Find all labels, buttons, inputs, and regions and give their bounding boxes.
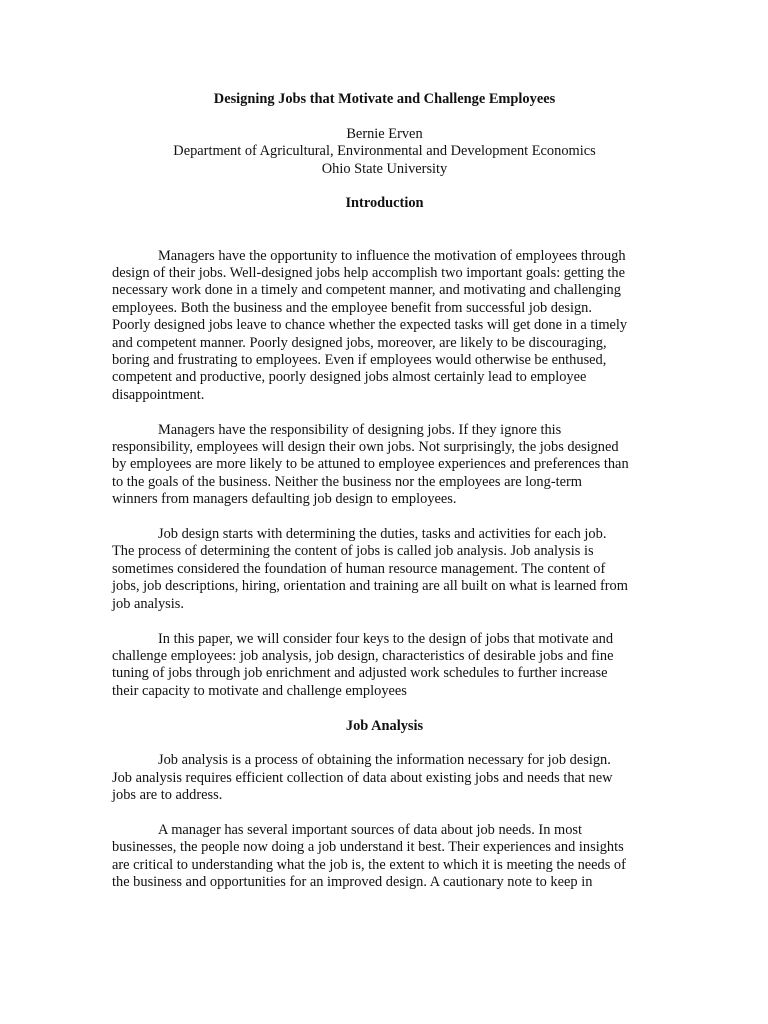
paragraph-line: challenge employees: job analysis, job design, characteristics of desirable jobs and fine: [112, 647, 614, 664]
paragraph-line: design of their jobs. Well-designed jobs help accomplish two important goals: getting the: [112, 265, 625, 282]
paragraph-line: winners from managers defaulting job design to employees.: [112, 491, 457, 508]
heading-introduction: Introduction: [345, 195, 424, 212]
document-title: Designing Jobs that Motivate and Challenge Employees: [213, 91, 556, 107]
intro-paragraph-4: [112, 631, 657, 701]
paragraph-line: In this paper, we will consider four keys to the design of jobs that motivate and: [158, 630, 614, 647]
author-block: [112, 126, 657, 178]
paragraph-line: Job analysis requires efficient collection of data about existing jobs and needs that new: [112, 769, 613, 786]
heading-job-analysis: Job Analysis: [345, 717, 424, 734]
paragraph-line: job analysis.: [112, 595, 184, 612]
job-analysis-paragraph-1: [112, 752, 657, 804]
paragraph-line: Managers have the opportunity to influence the motivation of employees through: [158, 247, 626, 264]
paragraph-line: businesses, the people now doing a job understand it best. Their experiences and insights: [112, 839, 624, 856]
paragraph-line: Job design starts with determining the duties, tasks and activities for each job.: [158, 526, 607, 543]
intro-paragraph-3: [112, 526, 657, 613]
paragraph-line: are critical to understanding what the job is, the extent to which it is meeting the needs of: [112, 856, 626, 873]
paragraph-line: jobs, job descriptions, hiring, orientation and training are all built on what is learned from: [112, 578, 628, 595]
intro-paragraph-1: [112, 248, 657, 405]
paragraph-line: necessary work done in a timely and competent manner, and motivating and challenging: [112, 282, 621, 299]
paragraph-line: jobs are to address.: [112, 787, 223, 804]
paragraph-line: Job analysis is a process of obtaining the information necessary for job design.: [158, 752, 611, 769]
paragraph-line: A manager has several important sources of data about job needs. In most: [158, 821, 583, 838]
paragraph-line: by employees are more likely to be attuned to employee experiences and preferences than: [112, 456, 629, 473]
paragraph-line: tuning of jobs through job enrichment and adjusted work schedules to further increase: [112, 665, 608, 682]
paragraph-line: employees. Both the business and the employee benefit from successful job design.: [112, 299, 592, 316]
document-page: [112, 91, 657, 909]
paragraph-line: competent and productive, poorly designed jobs almost certainly lead to employee: [112, 369, 587, 386]
paragraph-line: boring and frustrating to employees. Even if employees would otherwise be enthused,: [112, 352, 607, 369]
paragraph-line: and competent manner. Poorly designed jobs, moreover, are likely to be discouraging,: [112, 334, 607, 351]
author-name: Bernie Erven: [346, 125, 423, 142]
paragraph-line: Managers have the responsibility of designing jobs. If they ignore this: [158, 421, 562, 438]
paragraph-line: to the goals of the business. Neither the business nor the employees are long-term: [112, 473, 582, 490]
paragraph-line: the business and opportunities for an improved design. A cautionary note to keep in: [112, 874, 593, 891]
paragraph-line: responsibility, employees will design their own jobs. Not surprisingly, the jobs designed: [112, 439, 619, 456]
intro-paragraph-2: [112, 422, 657, 509]
paragraph-line: disappointment.: [112, 386, 205, 403]
job-analysis-paragraph-2: [112, 822, 657, 892]
paragraph-line: sometimes considered the foundation of human resource management. The content of: [112, 560, 606, 577]
paragraph-line: Poorly designed jobs leave to chance whether the expected tasks will get done in a timely: [112, 317, 628, 334]
paragraph-line: their capacity to motivate and challenge employees: [112, 682, 407, 699]
author-department: Department of Agricultural, Environmental and Development Economics: [173, 143, 596, 160]
paragraph-line: The process of determining the content of jobs is called job analysis. Job analysis is: [112, 543, 594, 560]
author-institution: Ohio State University: [321, 160, 448, 177]
